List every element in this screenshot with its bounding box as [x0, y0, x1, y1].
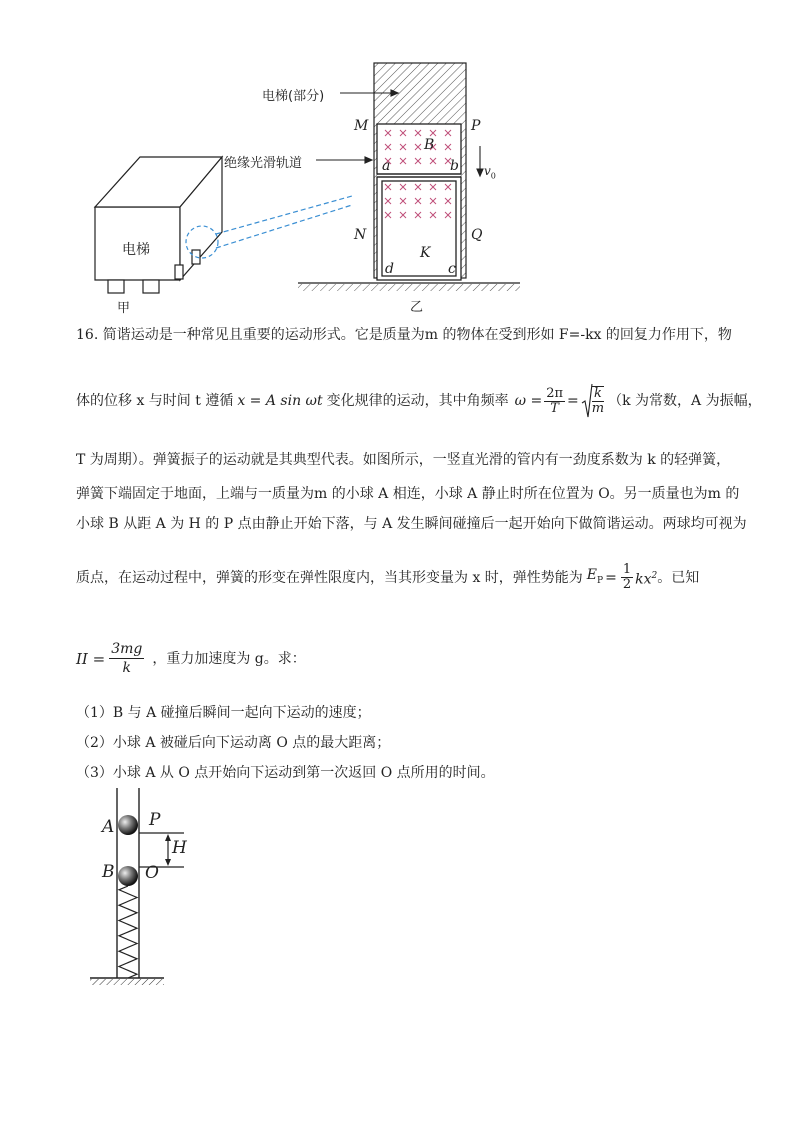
question-1: （1）B 与 A 碰撞后瞬间一起向下运动的速度； — [76, 705, 371, 721]
fig2-label-B: B — [102, 862, 115, 882]
question-3: （3）小球 A 从 O 点开始向下运动到第一次返回 O 点所用的时间。 — [76, 765, 495, 781]
question-2: （2）小球 A 被碰后向下运动离 O 点的最大距离； — [76, 735, 391, 751]
sqrt-k-over-m — [581, 383, 606, 419]
problem-line-7 — [76, 640, 306, 677]
fraction-3mg-over-k — [109, 640, 144, 677]
fig2-label-A: A — [102, 817, 115, 837]
sqrt-numerator: k — [593, 386, 602, 401]
half-denominator: 2 — [622, 577, 632, 592]
ground-hatch — [298, 284, 520, 291]
fraction-half — [621, 563, 633, 592]
fraction-denominator: T — [550, 400, 559, 416]
label-B: B — [424, 137, 435, 153]
problem-line-6 — [76, 563, 699, 592]
kx-squared: $kx^2$ — [635, 570, 658, 588]
equals-sign: = — [567, 393, 579, 409]
fraction-2pi-over-T — [544, 387, 565, 416]
problem-line-5: 小球 B 从距 A 为 H 的 P 点由静止开始下落，与 A 发生瞬间碰撞后一起开始向下做简谐运动。两球均可视为 — [76, 516, 747, 532]
ball-B — [118, 866, 138, 886]
zoom-line-lower — [216, 205, 352, 248]
line6-text-b: 。已知 — [657, 569, 700, 586]
figure-elevator — [0, 0, 800, 320]
caption-yi: 乙 — [410, 300, 424, 315]
problem-line-1: 16. 简谐运动是一种常见且重要的运动形式。它是质量为m 的物体在受到形如 F=-kx 的回复力作用下，物 — [76, 327, 732, 343]
displacement-formula: x = A sin ωt — [237, 393, 323, 409]
elevator-box-label: 电梯 — [122, 242, 150, 258]
line2-text-b: 变化规律的运动，其中角频率 — [326, 393, 509, 409]
label-b: b — [450, 158, 459, 174]
line6-text-a: 质点，在运动过程中，弹簧的形变在弹性限度内，当其形变量为 x 时，弹性势能为 — [76, 569, 583, 586]
label-d: d — [385, 261, 394, 277]
label-c: c — [448, 261, 456, 277]
label-Q: Q — [471, 227, 483, 243]
label-P: P — [471, 118, 481, 134]
line7-text: ，重力加速度为 g。求： — [152, 650, 306, 667]
label-K: K — [420, 245, 431, 261]
elevator-box-drawing — [95, 157, 222, 293]
label-v0: $v_0$ — [484, 164, 496, 181]
problem-line-2 — [76, 383, 762, 419]
label-N: N — [354, 227, 367, 243]
rail-label: 绝缘光滑轨道 — [224, 156, 303, 171]
problem-line-3: T 为周期）。弹簧振子的运动就是其典型代表。如图所示，一竖直光滑的管内有一劲度系数为 k 的轻弹簧， — [76, 452, 731, 468]
H-numerator: 3mg — [111, 641, 143, 657]
fraction-numerator: 2π — [546, 385, 564, 401]
H-symbol: II = — [76, 649, 106, 668]
label-a: a — [382, 158, 391, 174]
ep-equals: = — [605, 569, 617, 586]
label-M: M — [354, 118, 369, 134]
ball-A — [118, 815, 138, 835]
line2-text-a: 体的位移 x 与时间 t 遵循 — [76, 393, 234, 409]
H-denominator: k — [122, 660, 131, 676]
fig2-label-H: H — [172, 838, 187, 858]
zoom-line-upper — [216, 196, 352, 234]
ep-symbol: $E_P$ — [586, 566, 604, 586]
line2-text-c: （k 为常数，A 为振幅， — [608, 393, 762, 409]
caption-jia: 甲 — [117, 301, 131, 316]
sqrt-denominator: m — [591, 401, 605, 416]
half-numerator: 1 — [622, 562, 632, 577]
problem-line-4: 弹簧下端固定于地面，上端与一质量为m 的小球 A 相连，小球 A 静止时所在位置为 O。另一质量也为m 的 — [76, 486, 740, 502]
elevator-part-label: 电梯(部分) — [262, 89, 325, 104]
fig2-label-O: O — [145, 863, 159, 883]
fig2-label-P: P — [149, 810, 161, 830]
spring — [119, 886, 137, 978]
omega-symbol: ω = — [514, 393, 543, 409]
